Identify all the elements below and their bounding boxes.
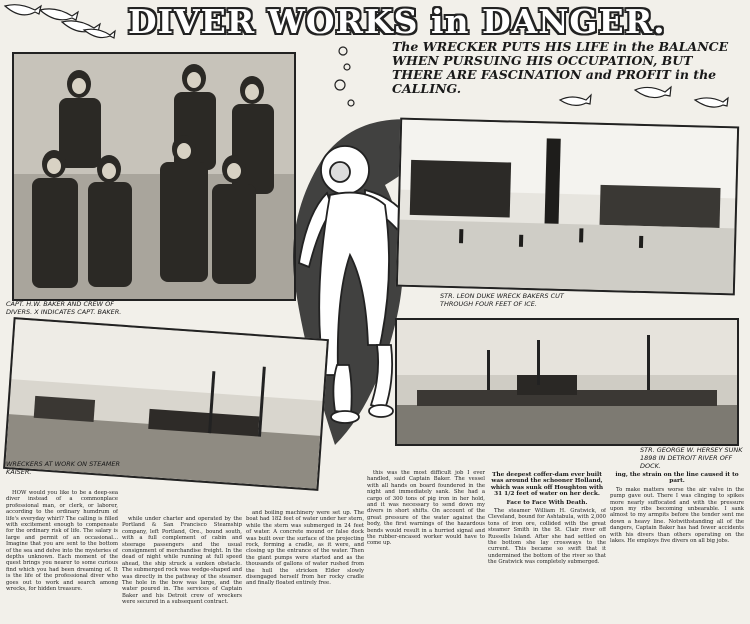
column-3-text: and boiling machinery were set up. The boat had 182 feet of water under her stern, while the stern was submerged in 24 feet of water. A concrete mound or false dock was built over the surface of the projecting rock, forming a cradle, as it were, and closing up the entrance of the water. Then the giant pumps were started and as the thousands of gallons of water rushed from the hull the stricken Elder slowly disengaged herself from her rocky cradle and finally floated entirely free. xyxy=(246,510,364,587)
hersey-caption: STR. GEORGE W. HERSEY SUNK 1898 IN DETROIT RIVER OFF DOCK. xyxy=(640,446,743,470)
article-column-4 xyxy=(367,470,485,622)
article-column-1 xyxy=(6,490,118,622)
column-4-text: this was the most difficult job I ever handled, said Captain Baker. The vessel with all hands on board foundered in the night and immediately sank. She had a cargo of 300 tons of pig iron in her hold, and it was necessary to send down my divers in short shifts. On account of the great pressure of the water against the body, the first warnings of the hazardous bends would result in a hurried signal and the rubber-encased worker would have to come up. xyxy=(367,470,485,547)
column-6-text: To make matters worse the air valve in the pump gave out. There I was clinging to spikes more nearly suffocated and with the pressure upon my ribs becoming unbearable. I sank almost to my armpits before the tender sent me down a heavy line. Notwithstanding all of the dangers, Captain Baker has had fewer accidents with his divers than others operating on the lakes. He employs five divers on all big jobs. xyxy=(610,486,744,545)
hersey-image xyxy=(397,320,737,444)
wreck-ice-caption: STR. LEON DUKE WRECK BAKERS CUT THROUGH FOUR FEET OF ICE. xyxy=(440,292,564,308)
headline: DIVER WORKS in DANGER. xyxy=(128,2,666,41)
article-column-3 xyxy=(246,510,364,622)
article-column-5 xyxy=(488,470,606,622)
column-5-subheading: Face to Face With Death. xyxy=(506,499,588,506)
column-6-heading: ing, the strain on the line caused it to part. xyxy=(615,472,739,485)
hersey-photo xyxy=(395,318,739,446)
column-5-text: The steamer William H. Gratwick, of Cleveland, bound for Ashtabula, with 2,000 tons of iron ore, collided with the great steamer Smith in the St. Clair river off Russells Island. After she had settled on the bottom she lay crossways to the current. This became so swift that it undermined the bottom of the river so that the Gratwick was completely submerged. xyxy=(488,508,606,566)
schooner-caption: WRECKERS AT WORK ON STEAMER KAISER. xyxy=(6,460,120,476)
article-column-2 xyxy=(122,516,242,622)
fish-decoration-right xyxy=(555,78,745,118)
column-5-heading: The deepest coffer-dam ever built was around the schooner Holland, which was sunk off Houghton with 31 1/2 feet of water on her deck. xyxy=(490,472,604,498)
crew-photo xyxy=(12,52,296,301)
crew-photo-image xyxy=(14,54,294,299)
subhead: The WRECKER PUTS HIS LIFE in the BALANCE WHEN PURSUING HIS OCCUPATION, BUT THERE ARE FASCINATION and PROFIT in the CALLING. xyxy=(392,39,729,96)
column-1-text: HOW would you like to be a deep-sea diver instead of a commonplace professional man, or clerk, or laborer, according to the ordinary humdrum of life's everyday whirl? The calling is filled with excitement enough to compensate for the ordinary risk of life. The salary is large and permit of an occasional... Imagine that you are sent to the bottom of the sea and delve into the mysteries of depths unknown. Each moment of the quest brings you nearer to some curious find which you had been dreaming of. It is the life of the professional diver who goes out to work and search among wrecks, for hidden treasure. xyxy=(6,490,118,593)
wreck-ice-image xyxy=(398,120,737,294)
fish-decoration-left xyxy=(0,0,130,48)
crew-caption: CAPT. H.W. BAKER AND CREW OF DIVERS. X INDICATES CAPT. BAKER. xyxy=(6,300,122,316)
article-column-6 xyxy=(610,470,744,622)
wreck-ice-photo xyxy=(396,118,739,296)
column-2-text: while under charter and operated by the Portland & San Francisco Steamship company, left Portland, Ore., bound south, with a full complement of cabin and steerage passengers and the usual consignment of merchandise freight. In the dead of night while running at full speed ahead, the ship struck a sunken obstacle. The submerged rock was wedge-shaped and was directly in the pathway of the steamer. The hole in the bow was large, and the water poured in. The services of Captain Baker and his Detroit crew of wreckers were secured in a subsequent contract. xyxy=(122,516,242,606)
